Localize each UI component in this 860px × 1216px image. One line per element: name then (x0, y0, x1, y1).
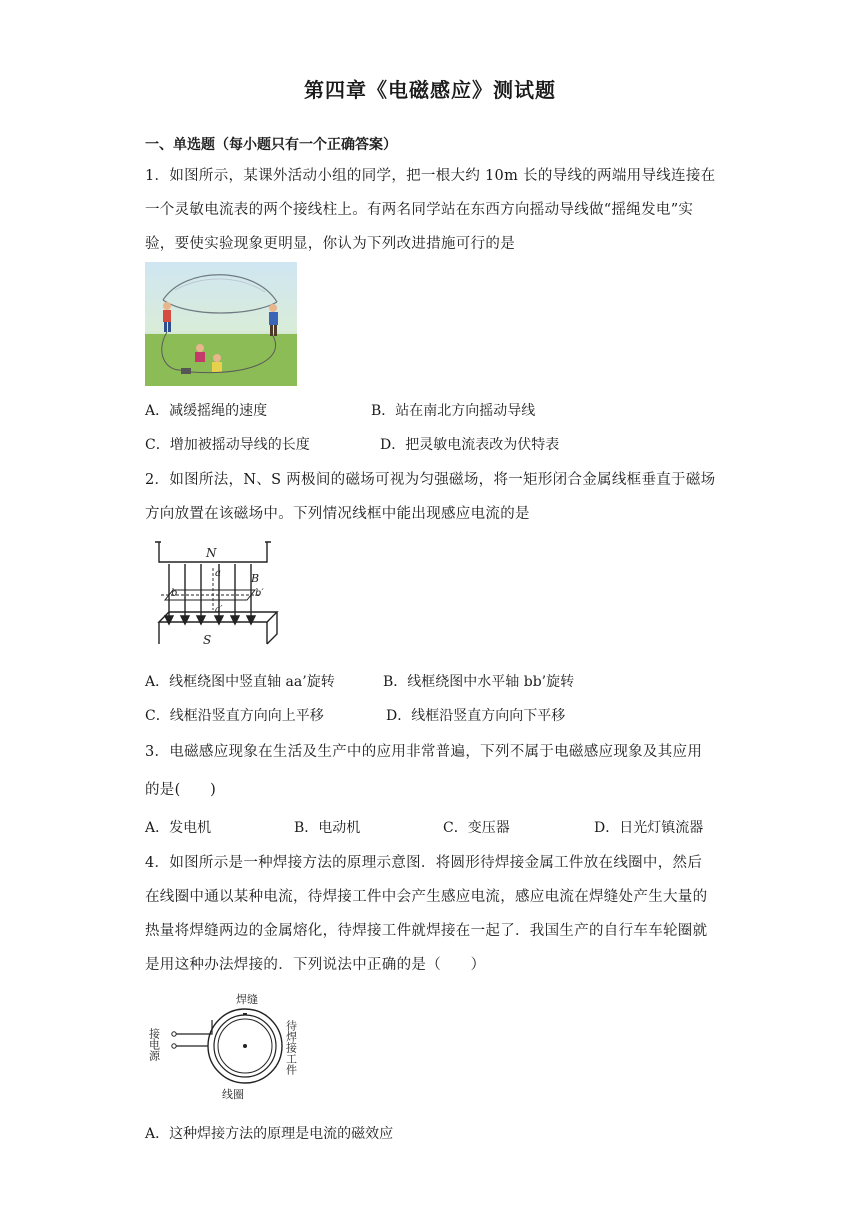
q4-line-3: 热量将焊缝两边的金属熔化，待焊接工件就焊接在一起了．我国生产的自行车车轮圈就 (145, 923, 708, 939)
q2-option-c[interactable]: C．线框沿竖直方向向上平移 (145, 708, 324, 724)
q1-line-2: 一个灵敏电流表的两个接线柱上。有两名同学站在东西方向摇动导线做“摇绳发电”实 (145, 202, 694, 218)
section-heading: 一、单选题（每小题只有一个正确答案） (145, 137, 397, 153)
q4-line-2: 在线圈中通以某种电流，待焊接工件中会产生感应电流，感应电流在焊缝处产生大量的 (145, 889, 708, 905)
q1-option-a[interactable]: A．减缓摇绳的速度 (145, 403, 268, 419)
q4-line-4: 是用这种办法焊接的．下列说法中正确的是（ ） (145, 957, 486, 973)
q1-option-d[interactable]: D．把灵敏电流表改为伏特表 (380, 437, 560, 453)
q3-line-2: 的是( ) (145, 782, 217, 798)
q3-option-b[interactable]: B．电动机 (294, 820, 361, 836)
q4-option-a[interactable]: A．这种焊接方法的原理是电流的磁效应 (145, 1126, 394, 1142)
q2-option-a[interactable]: A．线框绕图中竖直轴 aa’旋转 (145, 674, 335, 690)
power-label: 接电源 (148, 1028, 161, 1061)
b-upper-label: B (251, 572, 260, 585)
magnet-frame-diagram (155, 540, 280, 652)
q4-line-1: 4．如图所示是一种焊接方法的原理示意图．将圆形待焊接金属工件放在线圈中，然后 (145, 855, 703, 871)
q3-option-a[interactable]: A．发电机 (145, 820, 212, 836)
b-prime-label: b′ (255, 588, 264, 599)
q2-option-b[interactable]: B．线框绕图中水平轴 bb’旋转 (383, 674, 575, 690)
b-left-label: b (171, 588, 178, 599)
q2-option-d[interactable]: D．线框沿竖直方向向下平移 (386, 708, 566, 724)
q1-line-3: 验，要使实验现象更明显，你认为下列改进措施可行的是 (145, 236, 515, 252)
q1-option-c[interactable]: C．增加被摇动导线的长度 (145, 437, 310, 453)
weld-seam-label: 焊缝 (236, 993, 258, 1006)
q2-line-1: 2．如图所法，N、S 两极间的磁场可视为匀强磁场，将一矩形闭合金属线框垂直于磁场 (145, 472, 716, 488)
q3-line-1: 3．电磁感应现象在生活及生产中的应用非常普遍，下列不属于电磁感应现象及其应用 (145, 744, 703, 760)
coil-label: 线圈 (222, 1088, 244, 1101)
s-pole-label: S (203, 633, 212, 647)
rope-generator-photo (145, 262, 297, 386)
a-label: a (215, 568, 221, 579)
q1-line-1: 1．如图所示，某课外活动小组的同学，把一根大约 10m 长的导线的两端用导线连接在 (145, 168, 716, 184)
a-prime-label: a′ (215, 605, 223, 615)
workpiece-label: 待焊接工件 (284, 1020, 298, 1075)
page-title: 第四章《电磁感应》测试题 (304, 78, 556, 102)
n-pole-label: N (206, 546, 217, 560)
q3-option-c[interactable]: C．变压器 (443, 820, 510, 836)
q2-line-2: 方向放置在该磁场中。下列情况线框中能出现感应电流的是 (145, 506, 530, 522)
q1-option-b[interactable]: B．站在南北方向摇动导线 (371, 403, 536, 419)
welding-coil-diagram (148, 990, 308, 1102)
q3-option-d[interactable]: D．日光灯镇流器 (594, 820, 704, 836)
